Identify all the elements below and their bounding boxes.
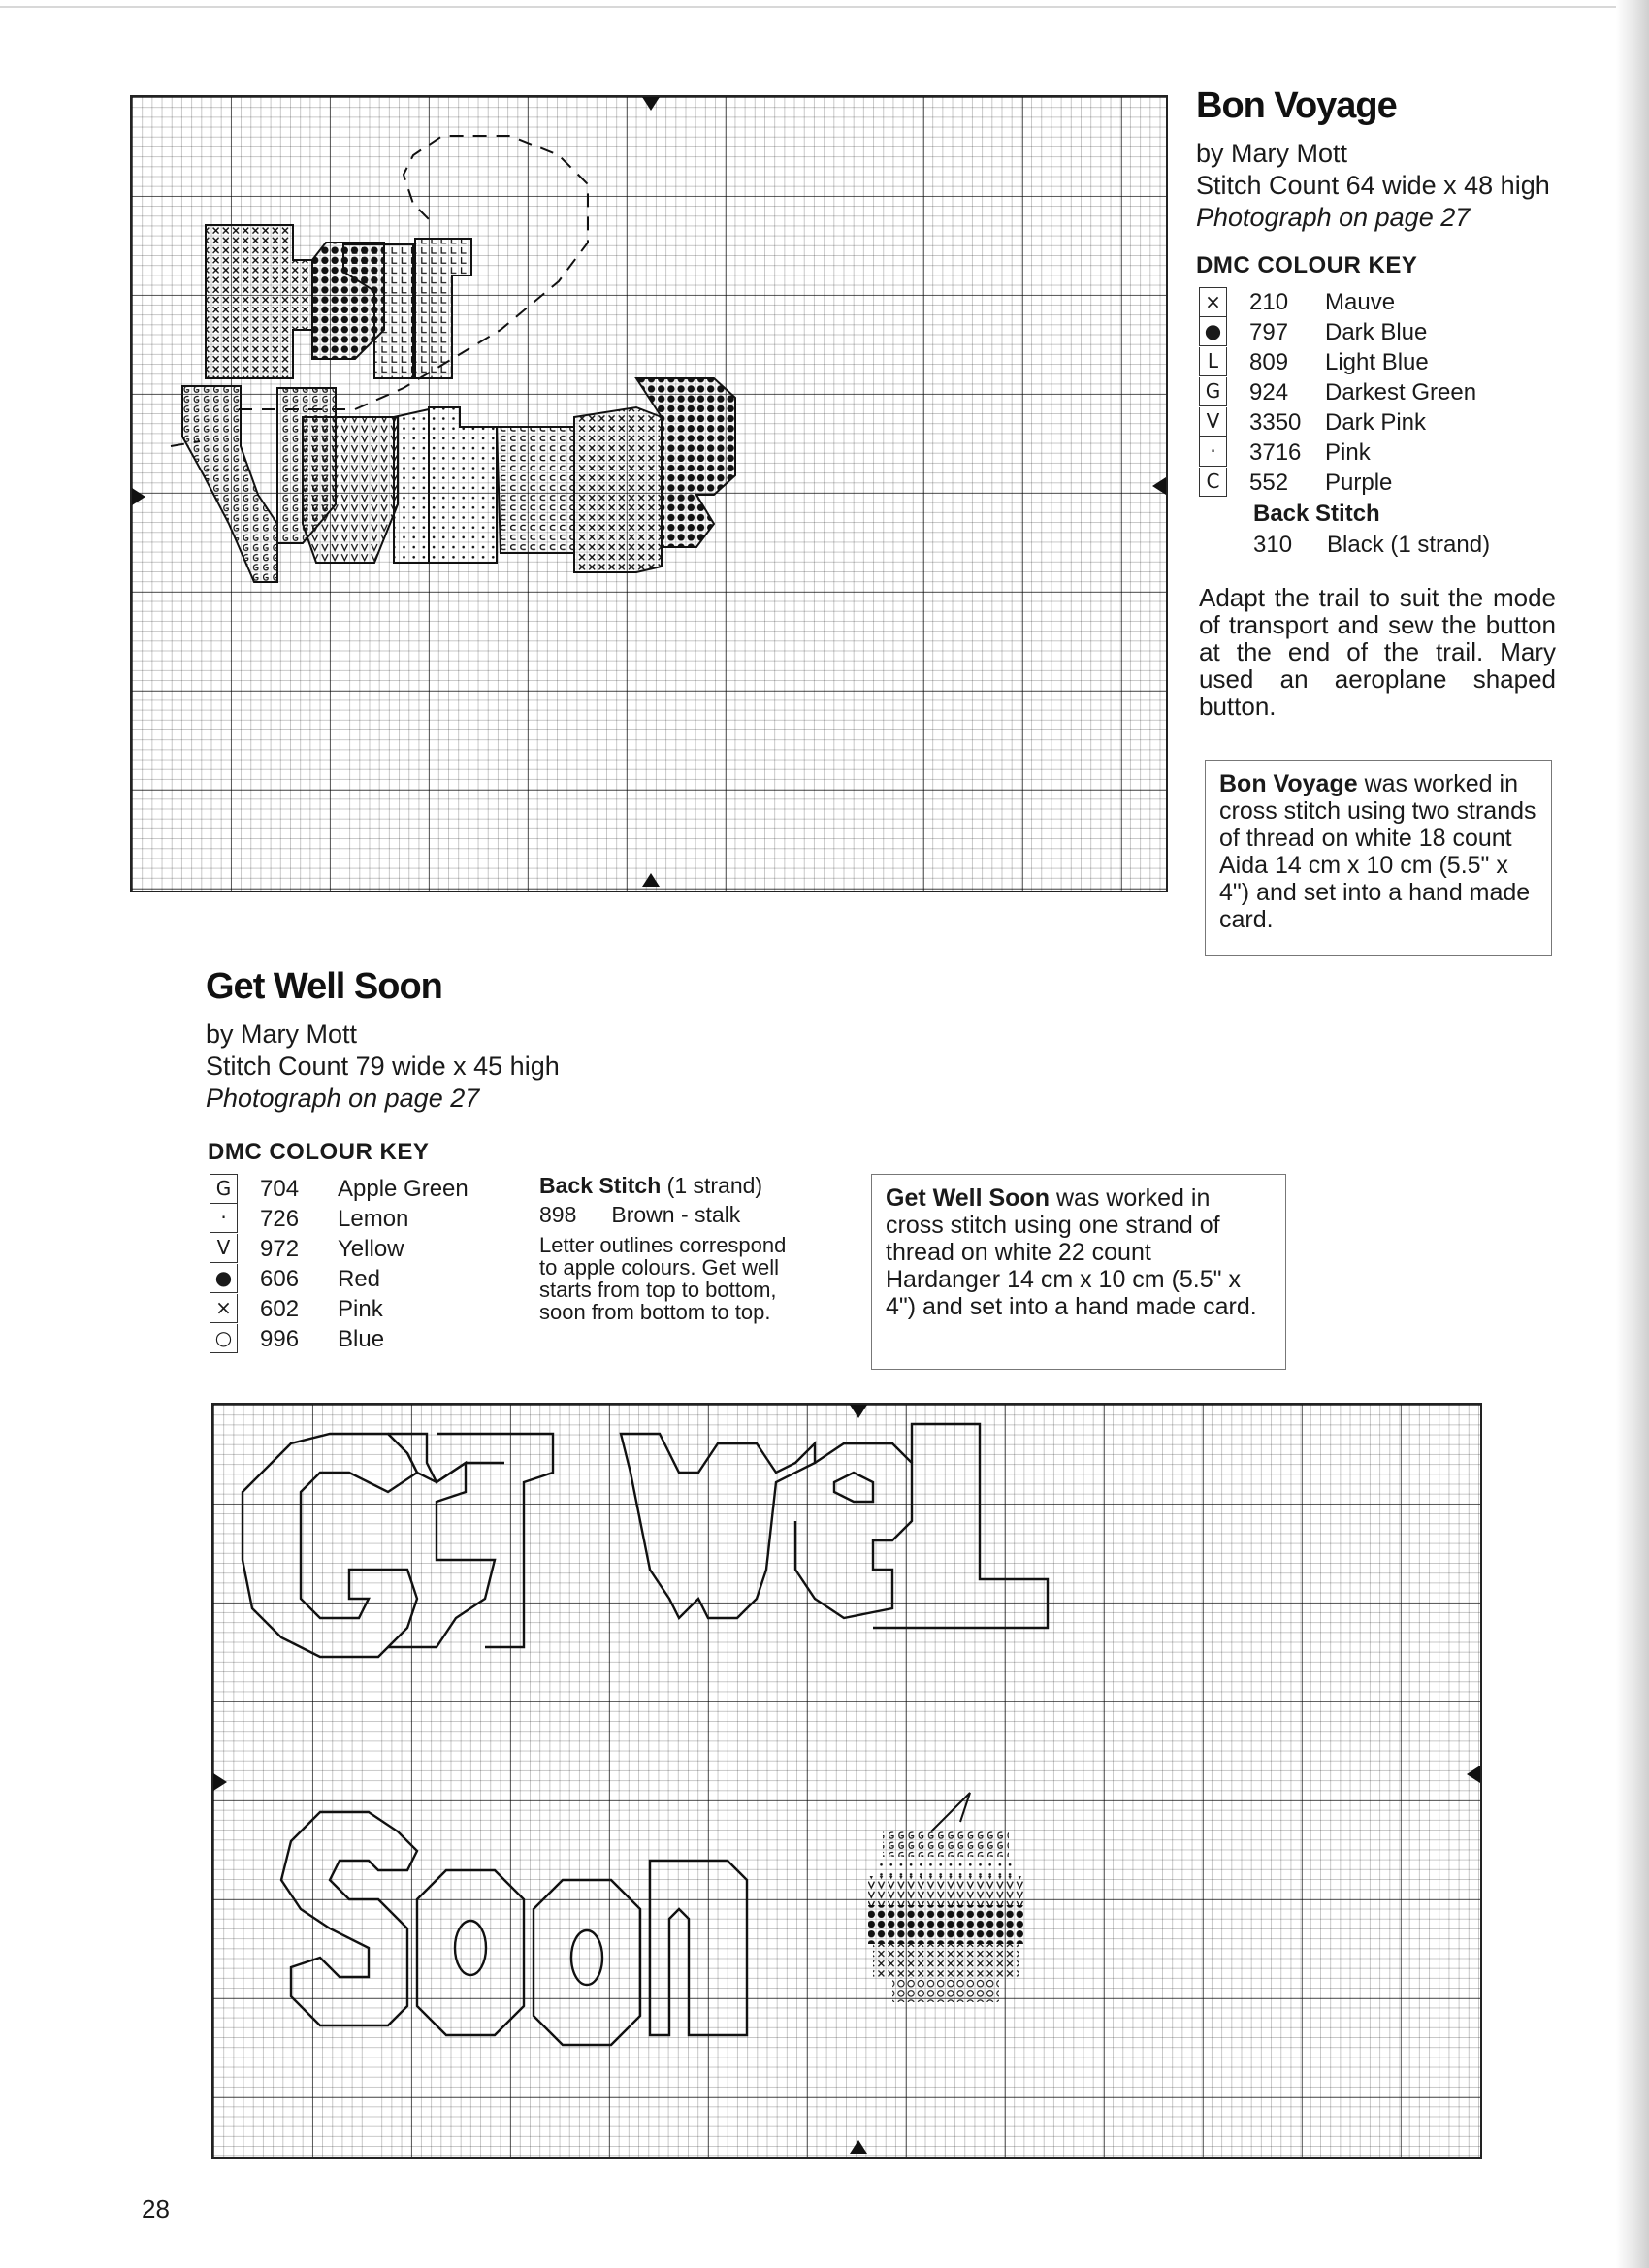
key-code: 704	[260, 1176, 300, 1202]
key-row	[1199, 347, 1519, 377]
letter-note-line: Letter outlines correspond	[539, 1233, 787, 1257]
bon-voyage-note-title: Bon Voyage	[1219, 770, 1358, 797]
bon-voyage-back-stitch-name: Black (1 strand)	[1327, 532, 1491, 558]
letter-o2-dark-pink	[303, 417, 398, 563]
get-well-soon-chart	[211, 1403, 1482, 2159]
bv-center-marker-right	[1152, 477, 1166, 495]
key-row	[210, 1294, 501, 1324]
key-code: 552	[1249, 470, 1289, 496]
bv-center-marker-bottom	[642, 873, 660, 887]
get-well-soon-author: by Mary Mott	[206, 1020, 358, 1049]
get-well-soon-meta	[206, 1019, 560, 1115]
get-well-soon-photo-ref: Photograph on page 27	[206, 1084, 480, 1113]
bon-voyage-key-heading: DMC COLOUR KEY	[1196, 252, 1418, 278]
letter-note-line: soon from bottom to top.	[539, 1300, 771, 1324]
key-code: 210	[1249, 289, 1289, 315]
key-code: 809	[1249, 349, 1289, 375]
bon-voyage-note-text: was worked in cross stitch using two strands of thread on white 18 count Aida 14 cm x 10 cm (5.5" x 4") and set into a hand made card.	[1219, 770, 1536, 933]
key-row	[210, 1234, 501, 1264]
bv-center-marker-left	[132, 488, 146, 505]
bon-voyage-meta	[1196, 138, 1550, 234]
get-well-soon-back-stitch-name: Brown - stalk	[611, 1202, 741, 1227]
page-binding-shadow	[1616, 0, 1649, 2268]
apple-motif	[868, 1793, 1023, 2002]
bon-voyage-note-box	[1205, 760, 1552, 956]
key-symbol: ●	[210, 1264, 238, 1293]
bon-voyage-colour-key	[1199, 287, 1519, 498]
bon-voyage-chart	[130, 95, 1168, 892]
get-well-soon-pattern	[213, 1405, 1480, 2157]
bon-voyage-back-stitch-code: 310	[1253, 532, 1293, 558]
key-name: Dark Pink	[1325, 409, 1427, 436]
key-row	[1199, 437, 1519, 468]
letter-g-purple	[497, 427, 574, 553]
key-code: 996	[260, 1326, 300, 1352]
gws-center-marker-right	[1467, 1766, 1480, 1783]
key-row	[1199, 377, 1519, 407]
key-symbol: V	[1199, 407, 1227, 437]
get-well-soon-colour-key	[210, 1174, 501, 1354]
key-code: 924	[1249, 379, 1289, 405]
letter-note-line: starts from top to bottom,	[539, 1278, 777, 1302]
get-well-soon-title: Get Well Soon	[206, 966, 442, 1007]
get-well-soon-key-heading: DMC COLOUR KEY	[208, 1139, 430, 1165]
key-row	[210, 1204, 501, 1234]
key-symbol: ●	[1199, 317, 1227, 346]
letter-n2-light-blue	[415, 239, 471, 378]
bon-voyage-stitch-count: Stitch Count 64 wide x 48 high	[1196, 171, 1550, 200]
key-row	[1199, 317, 1519, 347]
get-well-soon-back-stitch-block	[539, 1174, 786, 1323]
key-symbol: ×	[1199, 287, 1227, 317]
key-code: 797	[1249, 319, 1289, 345]
key-name: Lemon	[338, 1206, 409, 1232]
key-symbol: L	[1199, 347, 1227, 376]
letter-y-pink	[394, 409, 429, 563]
get-well-soon-back-stitch-strand: (1 strand)	[661, 1173, 763, 1198]
key-symbol: ·	[1199, 437, 1227, 467]
letter-note-line: to apple colours. Get well	[539, 1255, 780, 1280]
key-name: Pink	[338, 1296, 383, 1322]
key-row	[1199, 287, 1519, 317]
get-well-soon-letter-note	[539, 1234, 786, 1323]
letter-v-darkest-green	[182, 386, 277, 582]
key-name: Mauve	[1325, 289, 1396, 315]
bv-center-marker-top	[642, 97, 660, 111]
get-well-soon-note-box	[871, 1174, 1286, 1370]
key-name: Darkest Green	[1325, 379, 1477, 405]
bon-voyage-back-stitch-heading: Back Stitch	[1253, 501, 1380, 527]
get-well-soon-note-text: was worked in cross stitch using one strand of thread on white 22 count Hardanger 14 cm x 10 cm (5.5" x 4") and set into a hand made card.	[886, 1184, 1257, 1320]
get-well-soon-stitch-count: Stitch Count 79 wide x 45 high	[206, 1052, 560, 1081]
key-code: 3716	[1249, 439, 1302, 466]
letter-b-mauve	[206, 225, 312, 378]
key-name: Purple	[1325, 470, 1393, 496]
key-code: 3350	[1249, 409, 1302, 436]
gws-center-marker-top	[850, 1405, 867, 1418]
key-row	[210, 1174, 501, 1204]
key-row	[210, 1324, 501, 1354]
key-name: Pink	[1325, 439, 1371, 466]
page-number: 28	[142, 2194, 170, 2223]
key-name: Blue	[338, 1326, 385, 1352]
key-symbol: ×	[210, 1294, 238, 1323]
key-symbol: ·	[210, 1204, 238, 1233]
key-name: Apple Green	[338, 1176, 469, 1202]
key-name: Red	[338, 1266, 381, 1292]
key-name: Yellow	[338, 1236, 404, 1262]
key-row	[1199, 468, 1519, 498]
bon-voyage-title: Bon Voyage	[1196, 85, 1397, 126]
key-symbol: G	[210, 1174, 238, 1204]
letter-a-pink	[429, 407, 497, 563]
key-row	[1199, 407, 1519, 437]
key-code: 726	[260, 1206, 300, 1232]
get-well-soon-back-stitch-heading: Back Stitch	[539, 1173, 662, 1198]
page-top-rule	[0, 6, 1649, 8]
key-code: 606	[260, 1266, 300, 1292]
key-name: Light Blue	[1325, 349, 1429, 375]
gws-center-marker-bottom	[850, 2140, 867, 2154]
bon-voyage-instructions: Adapt the trail to suit the mode of transport and sew the button at the end of the trail. Mary used an aeroplane shaped button.	[1199, 583, 1556, 721]
bon-voyage-pattern	[132, 97, 1166, 891]
key-row	[210, 1264, 501, 1294]
letter-g2-mauve	[574, 407, 662, 572]
key-code: 972	[260, 1236, 300, 1262]
key-symbol: V	[210, 1234, 238, 1263]
get-well-soon-back-stitch-code: 898	[539, 1202, 577, 1227]
key-symbol: G	[1199, 377, 1227, 406]
key-code: 602	[260, 1296, 300, 1322]
bon-voyage-author: by Mary Mott	[1196, 139, 1348, 168]
key-symbol: ○	[210, 1324, 238, 1353]
key-name: Dark Blue	[1325, 319, 1428, 345]
bon-voyage-photo-ref: Photograph on page 27	[1196, 203, 1471, 232]
get-well-soon-note-title: Get Well Soon	[886, 1184, 1050, 1212]
key-symbol: C	[1199, 468, 1227, 497]
gws-center-marker-left	[213, 1773, 227, 1791]
